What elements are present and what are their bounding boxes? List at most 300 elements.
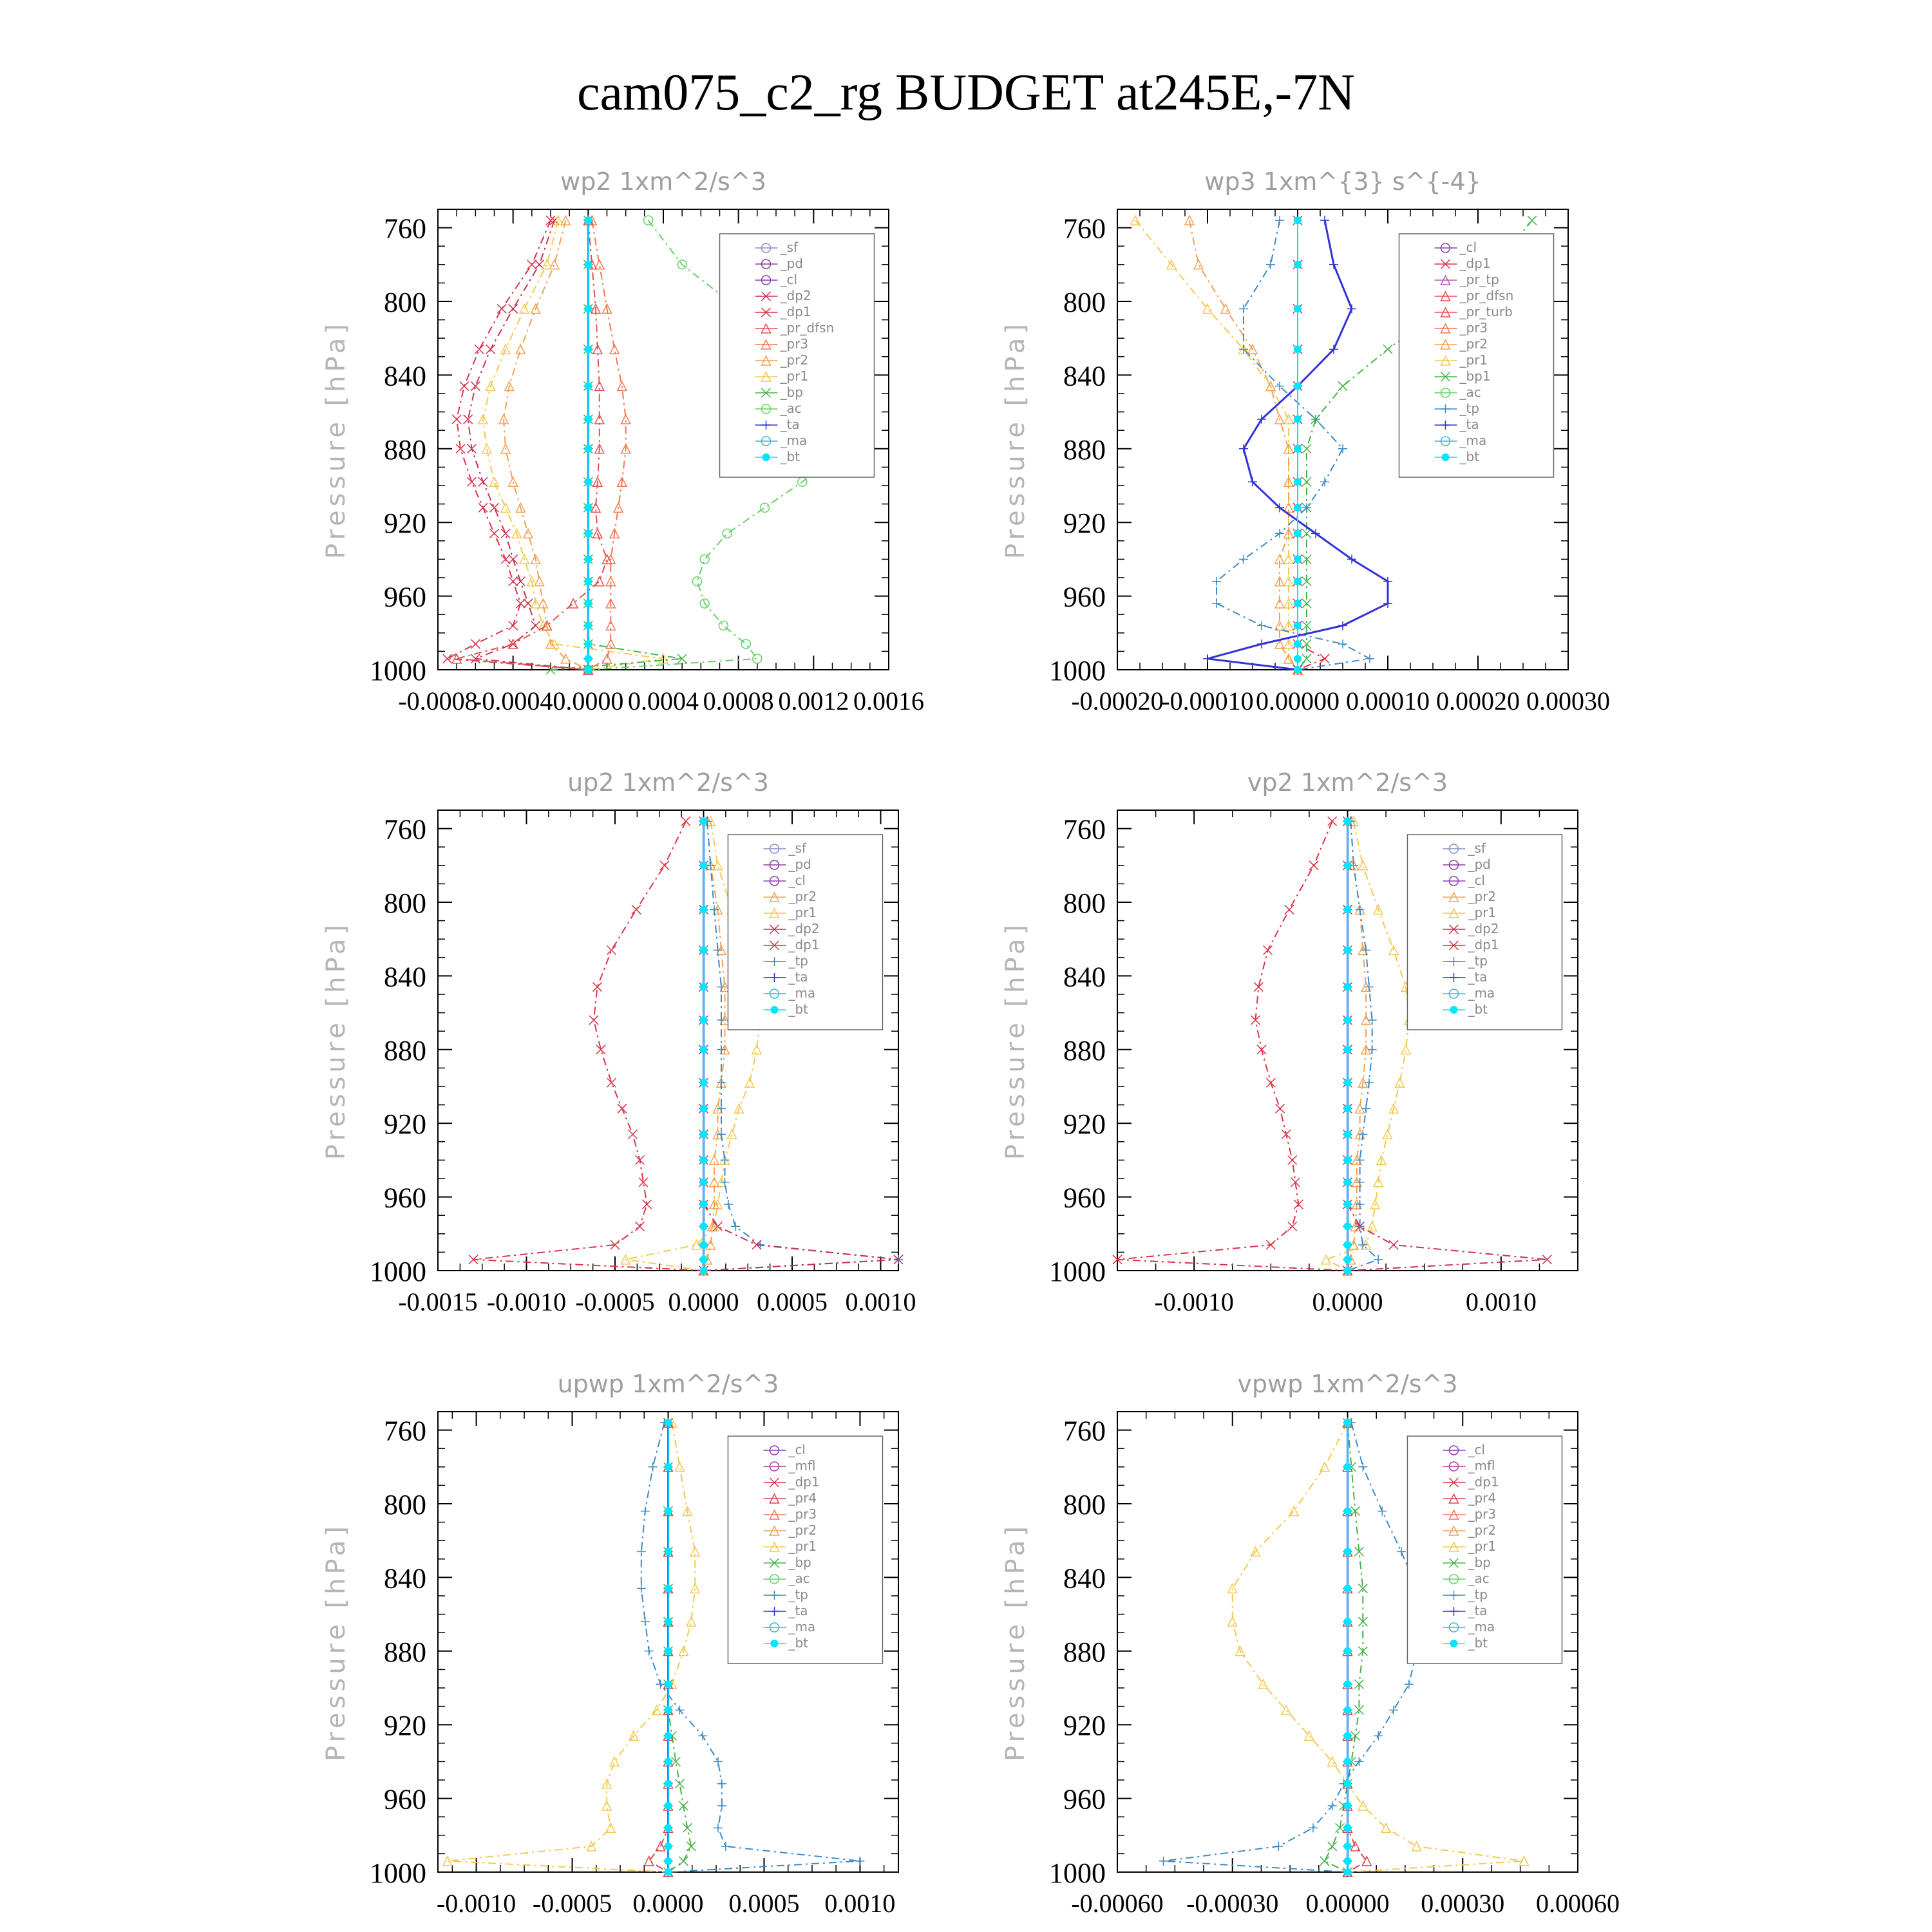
- series-point-dp1: [509, 621, 518, 630]
- legend-label: _pr3: [780, 336, 809, 352]
- y-tick-label: 1000: [370, 655, 426, 687]
- y-tick-label: 840: [1063, 1562, 1106, 1595]
- series-point-dp1: [1264, 945, 1273, 954]
- x-tick-label: -0.0010: [436, 1889, 516, 1918]
- series-point-tp: [645, 1647, 654, 1656]
- panel-title: wp3 1xm^{3} s^{-4}: [1204, 167, 1481, 196]
- series-point-bt: [1344, 1222, 1352, 1230]
- series-point-tp: [721, 1155, 730, 1164]
- series-point-bt: [584, 578, 592, 585]
- y-tick-label: 840: [384, 961, 426, 993]
- series-point-dp1: [596, 1045, 605, 1054]
- series-point-bt: [700, 946, 708, 954]
- series-point-bt: [700, 1046, 708, 1054]
- series-point-tp: [1309, 1823, 1318, 1832]
- x-tick-label: -0.0010: [486, 1287, 567, 1316]
- series-point-tp: [1274, 1842, 1283, 1851]
- legend-label: _pr1: [1468, 905, 1497, 920]
- series-point-bt: [1344, 862, 1352, 869]
- series-point-bt: [1344, 1757, 1352, 1765]
- series-point-pr1: [1368, 1222, 1377, 1231]
- series-point-bt: [1344, 1507, 1352, 1515]
- x-tick-label: 0.00000: [1305, 1889, 1390, 1918]
- y-tick-label: 960: [1063, 581, 1106, 613]
- series-point-bp: [679, 1857, 688, 1866]
- series-line-tp: [1164, 1423, 1421, 1872]
- legend-label: _bt: [788, 1001, 808, 1017]
- series-point-bt: [1344, 905, 1352, 913]
- series-point-bt: [700, 1200, 708, 1208]
- legend-label: _pr_turb: [1459, 304, 1513, 319]
- series-point-tp: [1354, 1757, 1363, 1766]
- x-tick-label: 0.0016: [853, 687, 924, 715]
- y-axis-label: Pressure [hPa]: [1001, 921, 1030, 1160]
- series-point-tp: [641, 1617, 650, 1626]
- series-point-dp1: [589, 1016, 598, 1025]
- y-tick-label: 840: [1063, 360, 1106, 392]
- series-point-bt: [584, 640, 592, 648]
- series-point-tp: [1389, 1705, 1398, 1714]
- legend-label: _pr2: [780, 352, 809, 368]
- series-point-bt: [1344, 1824, 1352, 1832]
- series-point-bt: [584, 415, 592, 423]
- series-point-tp: [1368, 1045, 1377, 1054]
- y-tick-label: 880: [384, 433, 426, 466]
- series-point-bp1: [1338, 382, 1347, 391]
- legend-label: _dp1: [780, 304, 811, 319]
- series-point-dp1: [681, 817, 690, 826]
- series-line-tp: [1217, 220, 1370, 670]
- series-point-pr1: [1258, 1680, 1267, 1689]
- series-point-bt: [700, 1079, 708, 1086]
- series-point-pr1: [443, 1857, 452, 1866]
- y-tick-label: 760: [384, 813, 426, 846]
- series-point-bt: [700, 1104, 708, 1112]
- series-point-bt: [584, 529, 592, 537]
- series-point-dp2: [509, 554, 518, 564]
- legend-swatch-marker: [1442, 453, 1450, 461]
- series-point-bt: [700, 1130, 708, 1138]
- series-point-tp: [1275, 216, 1284, 225]
- legend-label: _tp: [1468, 1587, 1488, 1602]
- series-point-pr1: [621, 1255, 630, 1264]
- series-point-bt: [584, 383, 592, 390]
- series-point-bt: [1294, 600, 1302, 607]
- series-point-dp1: [452, 415, 461, 424]
- series-point-bt: [700, 1016, 708, 1024]
- series-point-dp1: [1320, 654, 1329, 663]
- series-point-bt: [665, 1618, 672, 1625]
- y-tick-label: 920: [1063, 507, 1106, 540]
- series-point-ac: [719, 621, 728, 630]
- legend-label: _pd: [780, 256, 803, 271]
- series-line-bp: [551, 220, 682, 670]
- series-point-bt: [700, 817, 708, 825]
- legend-label: _pr1: [1468, 1539, 1497, 1554]
- series-point-bt: [700, 862, 708, 869]
- x-tick-label: 0.0012: [778, 687, 849, 715]
- series-point-tp: [637, 1547, 646, 1556]
- series-point-ac: [644, 216, 653, 225]
- series-point-bt: [1344, 1130, 1352, 1138]
- legend-label: _tp: [788, 953, 808, 969]
- y-tick-label: 800: [384, 1489, 426, 1520]
- y-tick-label: 1000: [1049, 655, 1106, 687]
- y-tick-label: 760: [1063, 813, 1106, 846]
- x-tick-label: -0.0004: [473, 687, 553, 715]
- series-point-bt: [1294, 261, 1302, 269]
- panel-1: [1001, 167, 1610, 715]
- legend-label: _cl: [780, 272, 798, 287]
- series-point-pr1: [482, 444, 491, 453]
- series-point-dp1: [509, 577, 518, 586]
- series-point-bt: [1294, 478, 1302, 486]
- series-point-dp1: [1285, 905, 1294, 914]
- series-point-bp1: [1302, 654, 1311, 663]
- legend-label: _bp: [780, 384, 803, 400]
- legend-label: _cl: [1459, 240, 1477, 255]
- series-point-dp1: [490, 529, 499, 538]
- legend-label: _pr1: [1459, 352, 1488, 368]
- legend-label: _mfl: [788, 1458, 816, 1473]
- series-point-bp: [1328, 1842, 1337, 1851]
- series-point-bt: [1294, 529, 1302, 537]
- series-point-bt: [1344, 1267, 1352, 1274]
- series-point-bt: [1294, 305, 1302, 312]
- legend-label: _tp: [1468, 953, 1488, 969]
- series-point-dp1: [1282, 1130, 1291, 1139]
- legend-label: _pr3: [1459, 320, 1488, 336]
- series-point-bt: [1294, 345, 1302, 353]
- series-point-bt: [584, 555, 592, 563]
- y-tick-label: 760: [1063, 213, 1106, 245]
- series-point-bt: [1294, 216, 1302, 224]
- x-tick-label: 0.00000: [1256, 687, 1340, 715]
- x-tick-label: 0.0005: [728, 1889, 800, 1918]
- panel-5: [1001, 1370, 1620, 1918]
- series-point-bt: [665, 1857, 672, 1865]
- y-tick-label: 920: [384, 1710, 426, 1742]
- series-point-dp1: [1288, 1155, 1297, 1164]
- legend-label: _mfl: [1468, 1458, 1495, 1473]
- series-point-bt: [1344, 1802, 1352, 1810]
- series-point-dp1: [618, 1104, 627, 1113]
- series-point-tp: [721, 1842, 730, 1851]
- series-point-bt: [1344, 1046, 1352, 1054]
- series-point-bt: [665, 1842, 672, 1850]
- legend-label: _pr1: [788, 1539, 817, 1554]
- series-point-tp: [1338, 639, 1347, 649]
- series-point-bp1: [1528, 216, 1537, 225]
- panel-title: vpwp 1xm^2/s^3: [1237, 1370, 1458, 1398]
- legend-label: _ac: [1459, 384, 1481, 400]
- y-tick-label: 960: [384, 1182, 426, 1214]
- series-point-ac: [723, 529, 732, 538]
- series-line-bp: [1325, 1423, 1363, 1872]
- series-point-tp: [637, 1584, 646, 1593]
- panel-3: [1001, 768, 1578, 1316]
- y-tick-label: 880: [1063, 433, 1106, 466]
- legend-label: _ma: [1468, 985, 1495, 1001]
- series-point-tp: [1361, 1104, 1370, 1113]
- series-line-pr1: [1326, 821, 1409, 1271]
- series-point-dp2: [1389, 1240, 1398, 1249]
- series-point-ta: [1257, 639, 1266, 649]
- y-tick-label: 760: [384, 213, 426, 245]
- series-point-ac: [761, 503, 770, 512]
- series-point-dp2: [490, 503, 499, 512]
- y-tick-label: 840: [384, 360, 426, 392]
- series-point-bt: [1294, 640, 1302, 648]
- legend-label: _bt: [1468, 1635, 1488, 1651]
- series-point-bt: [584, 504, 592, 511]
- series-point-dp2: [516, 577, 525, 586]
- series-point-pr1: [1383, 1130, 1392, 1139]
- series-point-ta: [1203, 654, 1212, 663]
- panel-title: upwp 1xm^2/s^3: [557, 1370, 779, 1398]
- series-point-bt: [584, 600, 592, 607]
- series-point-bt: [1294, 666, 1302, 674]
- x-tick-label: 0.0010: [824, 1889, 896, 1918]
- series-point-dp1: [636, 1222, 645, 1231]
- series-point-dp2: [471, 382, 480, 391]
- series-point-bt: [1344, 1016, 1352, 1024]
- series-point-bp1: [1302, 599, 1311, 608]
- series-point-bt: [665, 1680, 672, 1688]
- legend-label: _sf: [788, 840, 806, 856]
- series-point-bt: [665, 1463, 672, 1471]
- series-point-dp2: [501, 529, 510, 538]
- series-point-dp1: [501, 554, 510, 564]
- series-point-bt: [700, 983, 708, 991]
- series-point-tp: [1374, 1731, 1383, 1740]
- legend-label: _ma: [780, 433, 808, 448]
- legend-label: _bt: [788, 1635, 808, 1651]
- legend-label: _bt: [780, 449, 800, 464]
- series-point-pr2: [1221, 304, 1230, 313]
- x-tick-label: 0.00020: [1436, 687, 1520, 715]
- legend-label: _pr_dfsn: [1459, 288, 1514, 303]
- series-point-bt: [665, 1419, 672, 1426]
- panel-4: [321, 1370, 898, 1918]
- legend-label: _ta: [1459, 417, 1479, 432]
- series-point-dp1: [629, 1130, 638, 1139]
- y-tick-label: 1000: [1049, 1256, 1106, 1287]
- series-point-pr1: [520, 304, 529, 313]
- series-point-dp1: [471, 639, 480, 649]
- legend-label: _pd: [788, 857, 811, 872]
- series-point-bt: [700, 1241, 708, 1249]
- series-point-bt: [700, 1179, 708, 1186]
- y-tick-label: 1000: [1049, 1857, 1106, 1889]
- series-point-dp1: [643, 1200, 652, 1209]
- series-point-bt: [1344, 1079, 1352, 1086]
- legend-label: _dp1: [1468, 937, 1499, 952]
- series-point-ac: [693, 577, 702, 586]
- legend-label: _ma: [788, 1619, 816, 1634]
- x-tick-label: 0.0000: [553, 687, 624, 715]
- series-point-bt: [1344, 983, 1352, 991]
- series-point-bt: [1294, 578, 1302, 585]
- series-point-bt: [700, 1267, 708, 1274]
- series-point-bt: [1344, 1780, 1352, 1788]
- x-tick-label: -0.0005: [532, 1889, 612, 1918]
- legend-label: _bp: [1468, 1555, 1491, 1570]
- y-tick-label: 920: [384, 507, 426, 540]
- series-point-dp1: [460, 382, 469, 391]
- legend-label: _cl: [1468, 1442, 1486, 1457]
- legend-swatch-marker: [770, 1640, 778, 1647]
- legend-label: _cl: [788, 1442, 806, 1457]
- series-point-bt: [1344, 1104, 1352, 1112]
- panel-title: vp2 1xm^2/s^3: [1247, 768, 1448, 797]
- series-point-tp: [1358, 1463, 1367, 1472]
- series-point-tp: [649, 1463, 658, 1472]
- series-point-bt: [584, 216, 592, 224]
- legend-swatch-marker: [770, 1006, 778, 1014]
- legend-label: _pr2: [1468, 889, 1497, 904]
- y-tick-label: 800: [384, 887, 426, 919]
- series-point-bt: [1344, 1647, 1352, 1655]
- series-point-bt: [700, 1156, 708, 1164]
- legend-label: _pr2: [788, 889, 817, 904]
- x-tick-label: 0.00030: [1526, 687, 1610, 715]
- series-point-dp1: [516, 599, 525, 608]
- series-point-bt: [1294, 504, 1302, 511]
- x-tick-label: 0.00030: [1421, 1889, 1505, 1918]
- series-point-tp: [1356, 905, 1365, 914]
- series-point-ac: [741, 639, 750, 649]
- x-tick-label: -0.00060: [1071, 1889, 1164, 1918]
- series-point-bt: [584, 655, 592, 663]
- y-tick-label: 1000: [370, 1256, 426, 1287]
- series-point-bt: [1294, 383, 1302, 390]
- y-tick-label: 800: [1063, 1489, 1106, 1520]
- series-point-bt: [700, 1256, 708, 1264]
- series-point-tp: [1275, 529, 1284, 538]
- series-point-tp: [1365, 1078, 1374, 1087]
- series-point-tp: [1257, 621, 1266, 630]
- series-point-bp: [1320, 1857, 1329, 1866]
- y-tick-label: 960: [384, 581, 426, 613]
- x-tick-label: 0.0010: [1465, 1287, 1537, 1316]
- series-point-bt: [1294, 621, 1302, 629]
- series-point-dp1: [632, 905, 641, 914]
- legend-label: _pr2: [1459, 336, 1488, 352]
- series-point-bt: [700, 905, 708, 913]
- x-tick-label: 0.00010: [1346, 687, 1430, 715]
- series-point-bt: [700, 1222, 708, 1230]
- series-point-bt: [665, 1802, 672, 1810]
- x-tick-label: 0.0010: [845, 1287, 916, 1316]
- series-point-tp: [1374, 1255, 1383, 1264]
- series-point-pr3: [603, 654, 612, 663]
- y-axis-label: Pressure [hPa]: [321, 320, 351, 559]
- series-point-pr1: [501, 503, 510, 512]
- y-tick-label: 1000: [370, 1857, 426, 1889]
- legend-label: _cl: [1468, 873, 1486, 888]
- series-point-tp: [1159, 1857, 1168, 1866]
- legend-label: _bp1: [1459, 368, 1491, 384]
- series-point-tp: [714, 1823, 723, 1832]
- legend-label: _ta: [1468, 1603, 1488, 1618]
- y-tick-label: 800: [1063, 287, 1106, 318]
- x-tick-label: 0.0008: [703, 687, 774, 715]
- series-point-bt: [1344, 1548, 1352, 1555]
- y-axis-label: Pressure [hPa]: [321, 921, 351, 1160]
- legend-label: _ta: [788, 969, 808, 985]
- series-point-dp1: [607, 945, 616, 954]
- y-tick-label: 960: [384, 1783, 426, 1815]
- legend-label: _pr_tp: [1459, 272, 1499, 287]
- y-tick-label: 840: [1063, 961, 1106, 993]
- series-point-bt: [1294, 415, 1302, 423]
- series-point-bt: [1344, 1200, 1352, 1208]
- series-point-tp: [641, 1506, 650, 1515]
- series-point-dp1: [1309, 861, 1318, 870]
- series-point-bt: [584, 305, 592, 312]
- legend-label: _bp: [788, 1555, 811, 1570]
- legend-swatch-marker: [1450, 1640, 1457, 1647]
- series-point-bt: [665, 1585, 672, 1593]
- series-point-ta: [1320, 216, 1329, 225]
- series-point-dp1: [478, 503, 488, 512]
- series-point-bt: [1344, 1842, 1352, 1850]
- series-point-bt: [1344, 1179, 1352, 1186]
- panel-0: [321, 167, 924, 715]
- series-point-dp1: [1328, 817, 1337, 826]
- series-line-pr1: [483, 220, 663, 670]
- y-axis-label: Pressure [hPa]: [1001, 320, 1030, 559]
- y-tick-label: 920: [1063, 1108, 1106, 1141]
- series-point-tp: [717, 1801, 726, 1810]
- x-tick-label: 0.0000: [668, 1287, 739, 1316]
- series-point-tp: [1397, 1547, 1406, 1556]
- series-point-pr1: [1284, 577, 1293, 586]
- series-point-bt: [1294, 555, 1302, 563]
- legend-label: _tp: [1459, 401, 1480, 416]
- legend-label: _bt: [1459, 449, 1480, 464]
- series-point-pr1: [610, 1757, 619, 1766]
- x-tick-label: -0.0010: [1154, 1287, 1234, 1316]
- series-point-bt: [584, 621, 592, 629]
- legend-label: _pr_dfsn: [780, 320, 835, 336]
- legend-swatch-marker: [1450, 1006, 1457, 1014]
- x-tick-label: -0.0005: [575, 1287, 655, 1316]
- series-point-bt: [665, 1548, 672, 1555]
- legend-label: _ma: [788, 985, 816, 1001]
- x-tick-label: 0.0000: [632, 1889, 704, 1918]
- y-tick-label: 960: [1063, 1783, 1106, 1815]
- series-point-tp: [717, 1779, 726, 1788]
- series-point-dp1: [1254, 983, 1263, 992]
- series-point-tp: [855, 1857, 864, 1866]
- series-point-tp: [1320, 477, 1329, 486]
- series-point-bt: [584, 261, 592, 269]
- series-point-bt: [665, 1647, 672, 1655]
- y-tick-label: 920: [384, 1108, 426, 1141]
- legend-label: _ta: [788, 1603, 808, 1618]
- series-point-bp1: [1383, 345, 1392, 354]
- x-tick-label: -0.00010: [1161, 687, 1254, 715]
- x-tick-label: -0.0015: [398, 1287, 478, 1316]
- series-point-dp1: [497, 304, 506, 313]
- legend-label: _pr3: [788, 1506, 817, 1522]
- legend-label: _pr2: [1468, 1522, 1497, 1538]
- x-tick-label: 0.0004: [628, 687, 699, 715]
- series-point-ta: [1329, 260, 1338, 269]
- x-tick-label: -0.0008: [398, 687, 478, 715]
